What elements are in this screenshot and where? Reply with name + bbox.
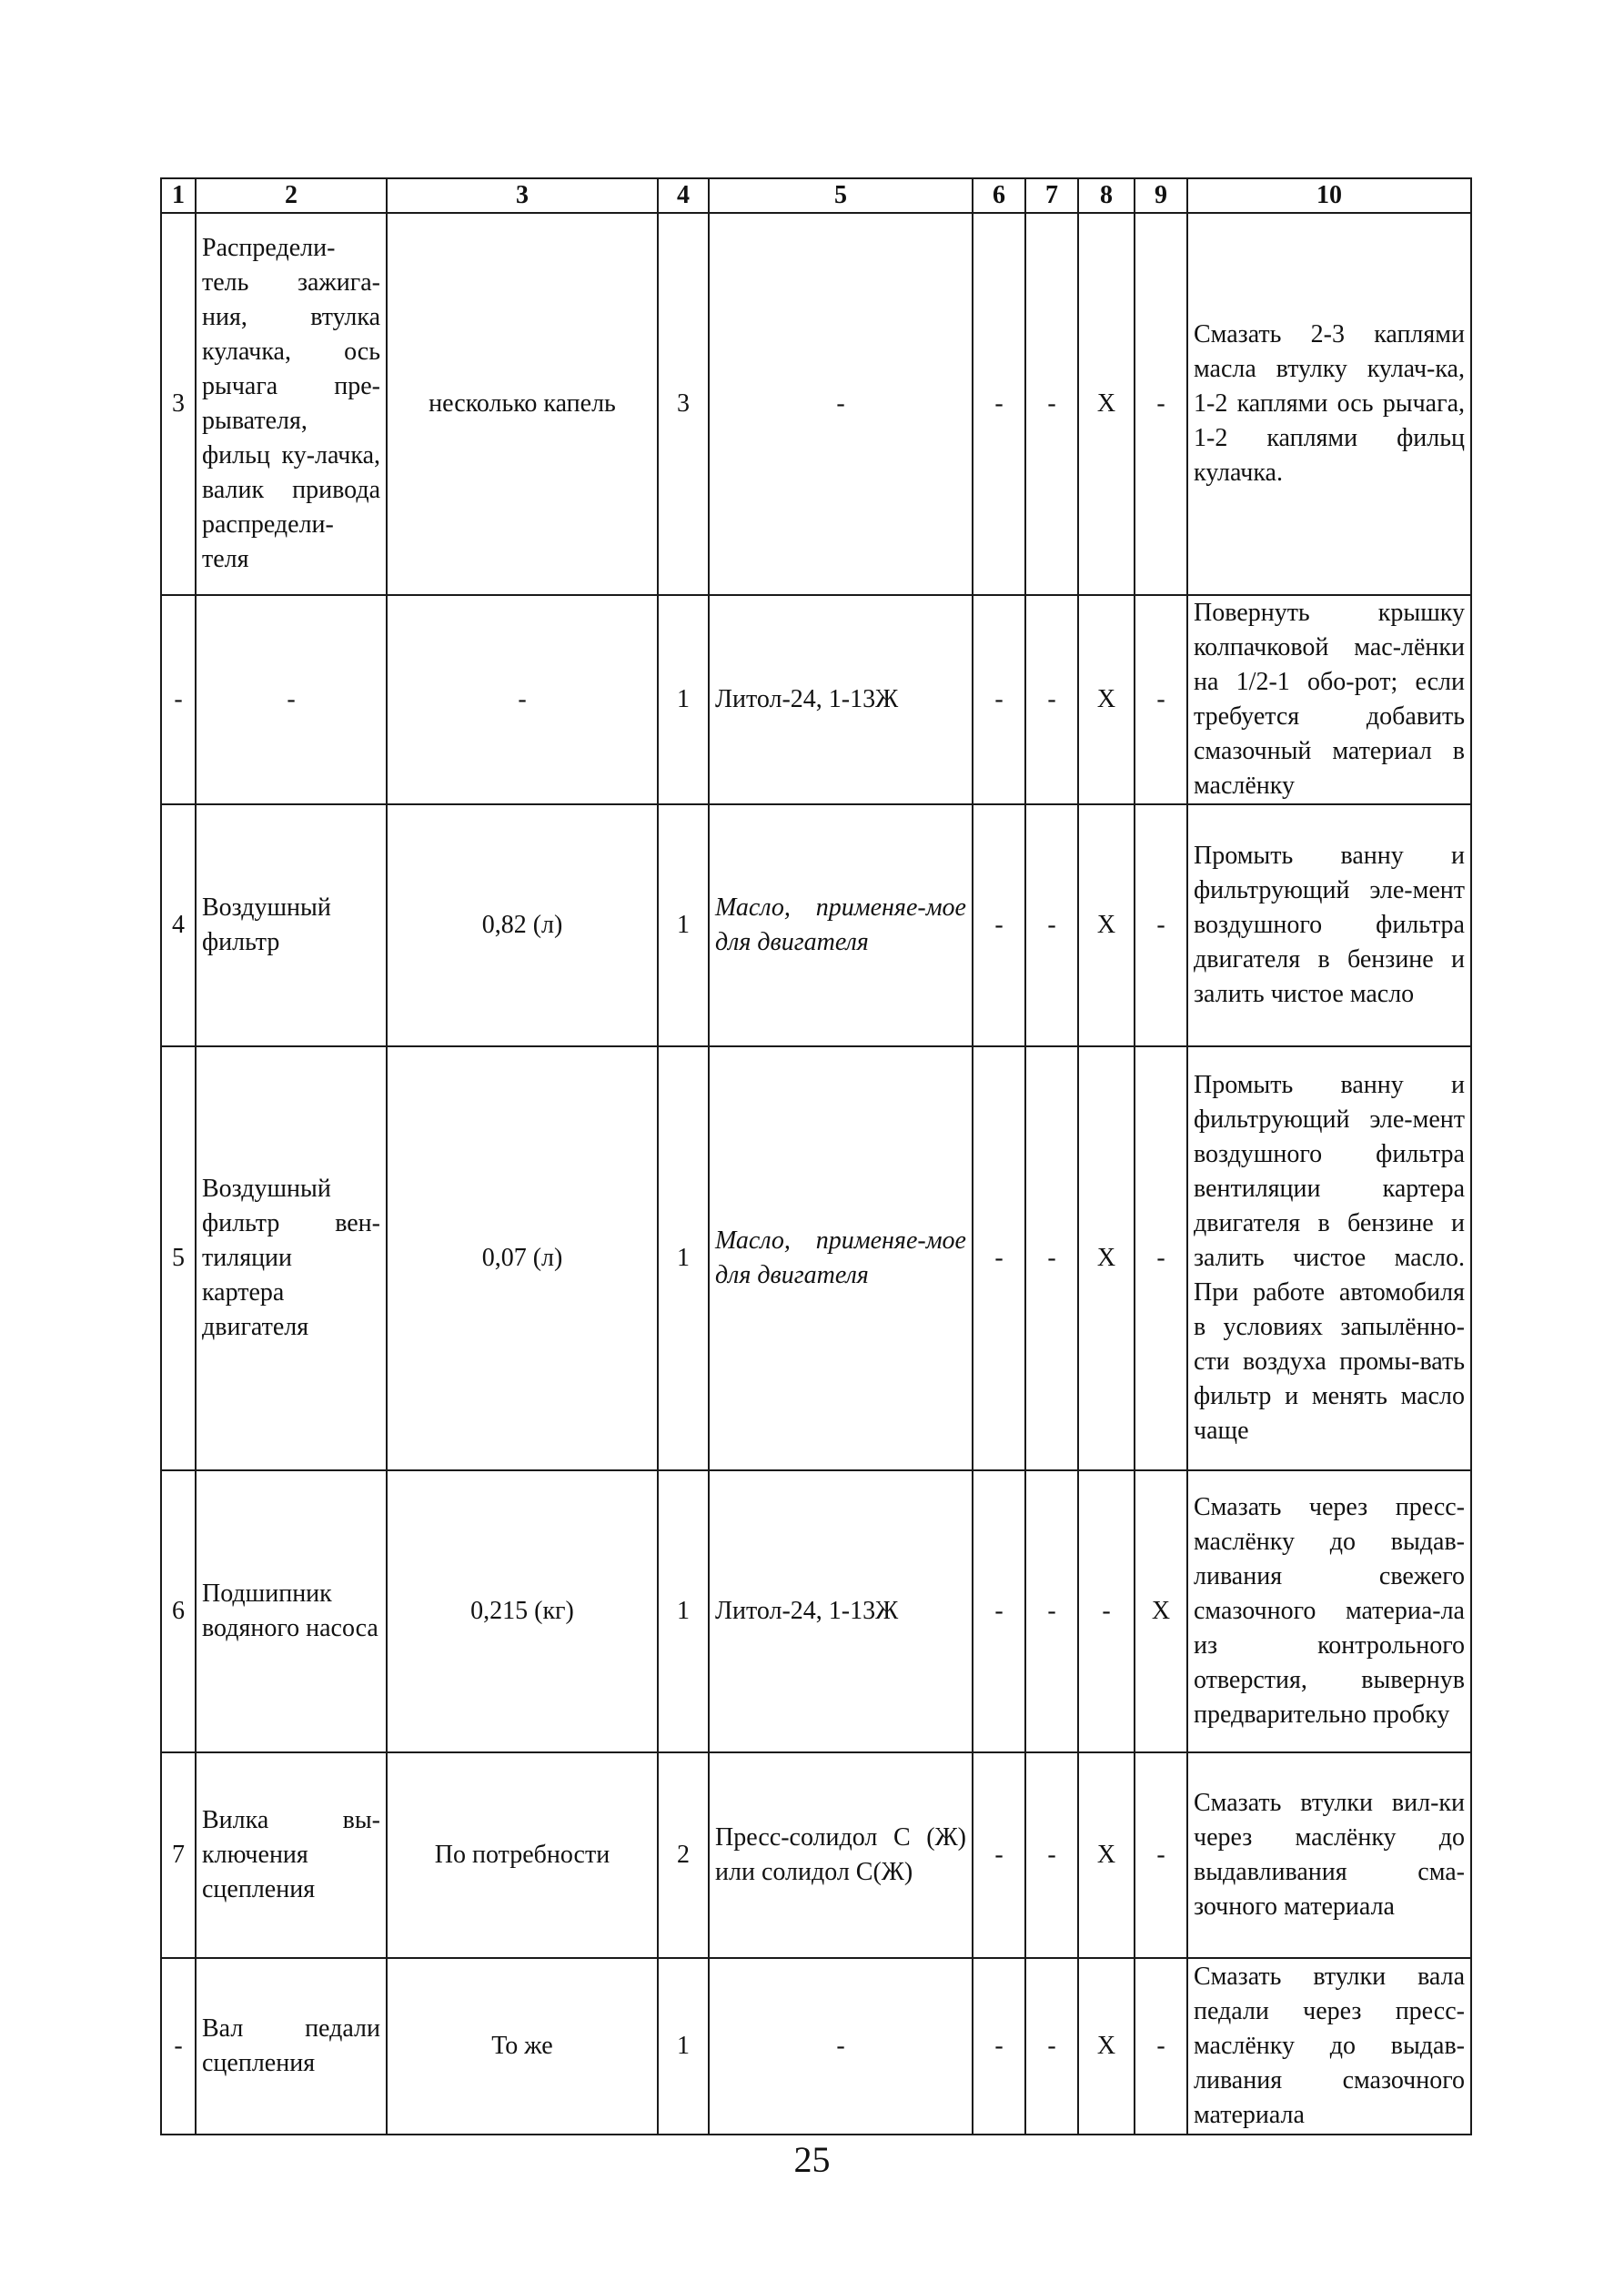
instructions: Смазать через пресс-маслёнку до выдав-ливания свежего смазочного материа-ла из контрольного отверстия, вывернув предварительно пробку xyxy=(1187,1470,1471,1752)
column-header: 1 xyxy=(161,178,196,213)
interval-mark: X xyxy=(1078,804,1135,1046)
column-header: 7 xyxy=(1025,178,1078,213)
interval-mark: - xyxy=(1025,1958,1078,2135)
instructions: Повернуть крышку колпачковой мас-лёнки на 1/2-1 обо-рот; если требуется добавить смазочный материал в маслёнку xyxy=(1187,595,1471,804)
interval-mark: - xyxy=(973,1958,1025,2135)
instructions: Промыть ванну и фильтрующий эле-мент воздушного фильтра вентиляции картера двигателя в бензине и залить чистое масло. При работе автомобиля в условиях запылённо-сти воздуха промы-вать фильтр и менять масло чаще xyxy=(1187,1046,1471,1470)
point-count: 3 xyxy=(658,213,709,595)
interval-mark: - xyxy=(1135,595,1187,804)
interval-mark: - xyxy=(973,595,1025,804)
lubrication-point: Вал педали сцепления xyxy=(196,1958,387,2135)
row-number: 4 xyxy=(161,804,196,1046)
quantity: 0,215 (кг) xyxy=(387,1470,658,1752)
interval-mark: - xyxy=(1135,213,1187,595)
quantity: несколько капель xyxy=(387,213,658,595)
quantity: 0,82 (л) xyxy=(387,804,658,1046)
lubricant: - xyxy=(709,1958,973,2135)
column-header: 10 xyxy=(1187,178,1471,213)
interval-mark: - xyxy=(1025,213,1078,595)
interval-mark: X xyxy=(1078,1046,1135,1470)
interval-mark: - xyxy=(1135,1752,1187,1958)
interval-mark: - xyxy=(973,804,1025,1046)
instructions: Смазать втулки вала педали через пресс-маслёнку до выдав-ливания смазочного материала xyxy=(1187,1958,1471,2135)
row-number: - xyxy=(161,1958,196,2135)
instructions: Смазать втулки вил-ки через маслёнку до выдавливания сма-зочного материала xyxy=(1187,1752,1471,1958)
lubricant xyxy=(709,804,973,1046)
column-header: 4 xyxy=(658,178,709,213)
lubricant: - xyxy=(709,213,973,595)
interval-mark: - xyxy=(973,1752,1025,1958)
lubrication-point: - xyxy=(196,595,387,804)
interval-mark: - xyxy=(1025,595,1078,804)
interval-mark: - xyxy=(973,1046,1025,1470)
interval-mark: X xyxy=(1078,1752,1135,1958)
column-header: 6 xyxy=(973,178,1025,213)
interval-mark: - xyxy=(1025,1046,1078,1470)
row-number: 6 xyxy=(161,1470,196,1752)
instructions: Промыть ванну и фильтрующий эле-мент воздушного фильтра двигателя в бензине и залить чистое масло xyxy=(1187,804,1471,1046)
interval-mark: - xyxy=(973,1470,1025,1752)
interval-mark: - xyxy=(1135,804,1187,1046)
interval-mark: - xyxy=(1025,1752,1078,1958)
point-count: 1 xyxy=(658,1470,709,1752)
table-row xyxy=(161,213,1471,595)
point-count: 2 xyxy=(658,1752,709,1958)
lubrication-point: Подшипник водяного насоса xyxy=(196,1470,387,1752)
header-row xyxy=(161,178,1471,213)
interval-mark: - xyxy=(1135,1046,1187,1470)
quantity: По потребности xyxy=(387,1752,658,1958)
table-row xyxy=(161,595,1471,804)
column-header: 8 xyxy=(1078,178,1135,213)
table-row xyxy=(161,1752,1471,1958)
instructions: Смазать 2-3 каплями масла втулку кулач-ка, 1-2 каплями ось рычага, 1-2 каплями фильц кулачка. xyxy=(1187,213,1471,595)
table-row xyxy=(161,804,1471,1046)
column-header: 2 xyxy=(196,178,387,213)
row-number: 7 xyxy=(161,1752,196,1958)
page-number: 25 xyxy=(793,2139,831,2180)
point-count: 1 xyxy=(658,595,709,804)
interval-mark: X xyxy=(1135,1470,1187,1752)
interval-mark: - xyxy=(1025,804,1078,1046)
lubricant xyxy=(709,1046,973,1470)
lubricant: Литол-24, 1-13Ж xyxy=(709,1470,973,1752)
table-row xyxy=(161,1470,1471,1752)
lubrication-table xyxy=(160,177,1472,2135)
interval-mark: X xyxy=(1078,1958,1135,2135)
row-number: 5 xyxy=(161,1046,196,1470)
column-header: 3 xyxy=(387,178,658,213)
quantity: То же xyxy=(387,1958,658,2135)
interval-mark: X xyxy=(1078,595,1135,804)
quantity: 0,07 (л) xyxy=(387,1046,658,1470)
table-row xyxy=(161,1046,1471,1470)
lubrication-point: Воздушный фильтр xyxy=(196,804,387,1046)
interval-mark: X xyxy=(1078,213,1135,595)
lubrication-point: Воздушный фильтр вен-тиляции картера двигателя xyxy=(196,1046,387,1470)
interval-mark: - xyxy=(1135,1958,1187,2135)
point-count: 1 xyxy=(658,804,709,1046)
column-header: 5 xyxy=(709,178,973,213)
row-number: 3 xyxy=(161,213,196,595)
lubricant-text: Масло, применяе-мое для двигателя xyxy=(715,1226,966,1289)
column-header: 9 xyxy=(1135,178,1187,213)
lubrication-point: Вилка вы-ключения сцепления xyxy=(196,1752,387,1958)
lubrication-point: Распредели-тель зажига-ния, втулка кулачка, ось рычага пре-рывателя, фильц ку-лачка, валик привода распредели-теля xyxy=(196,213,387,595)
table-row xyxy=(161,1958,1471,2135)
row-number: - xyxy=(161,595,196,804)
lubricant: Литол-24, 1-13Ж xyxy=(709,595,973,804)
quantity: - xyxy=(387,595,658,804)
lubricant: Пресс-солидол С (Ж) или солидол С(Ж) xyxy=(709,1752,973,1958)
interval-mark: - xyxy=(1025,1470,1078,1752)
lubricant-text: Масло, применяе-мое для двигателя xyxy=(715,893,966,956)
interval-mark: - xyxy=(1078,1470,1135,1752)
interval-mark: - xyxy=(973,213,1025,595)
point-count: 1 xyxy=(658,1958,709,2135)
point-count: 1 xyxy=(658,1046,709,1470)
